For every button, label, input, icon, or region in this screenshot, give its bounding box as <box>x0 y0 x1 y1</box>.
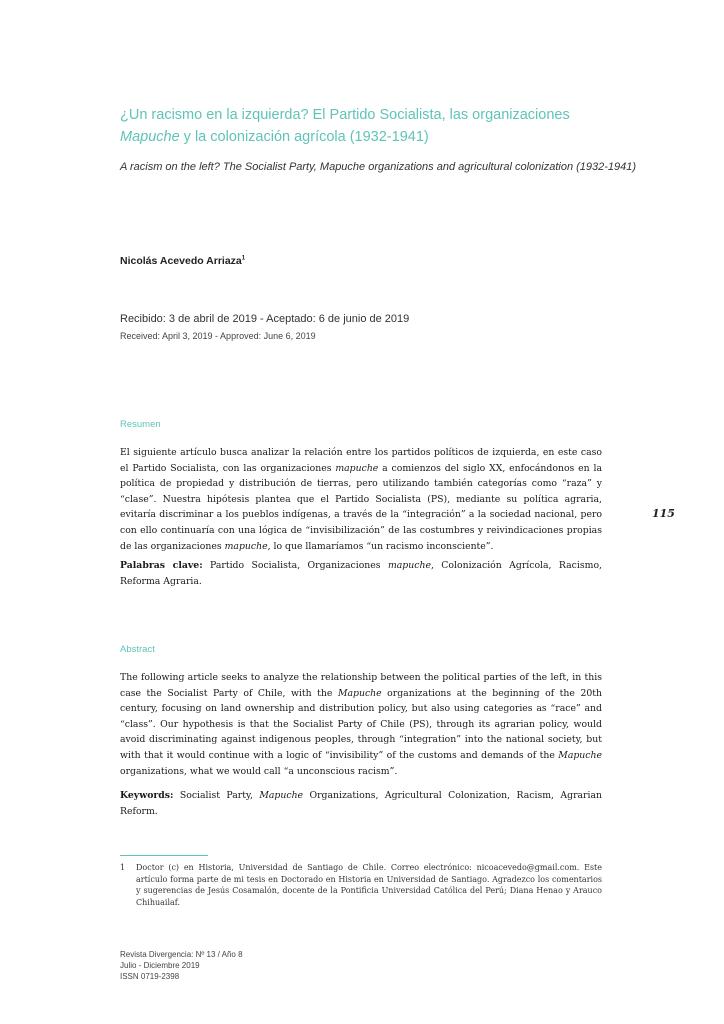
author-footnote-ref[interactable]: 1 <box>241 255 246 262</box>
resumen-italic-1: mapuche <box>335 462 379 474</box>
palabras-clave <box>120 558 602 589</box>
journal-name: Revista Divergencia: Nº 13 / Año 8 <box>120 950 243 959</box>
article-title <box>120 104 620 148</box>
author-name: Nicolás Acevedo Arriaza <box>120 255 242 267</box>
abstract-text-1: The following article seeks to analyze the relationship between the political parties of the left, in this case the Socialist Party of Chile, with the <box>120 672 602 699</box>
abstract-heading: Abstract <box>120 644 155 655</box>
resumen-heading: Resumen <box>120 419 161 430</box>
keywords-text-1: Socialist Party, <box>173 790 260 801</box>
resumen-paragraph <box>120 445 602 554</box>
abstract-italic-2: Mapuche <box>558 749 602 761</box>
title-line-2-rest: y la colonización agrícola (1932-1941) <box>179 129 429 145</box>
title-line-2 <box>120 126 620 148</box>
abstract-text-3: organizations, what we would call “a unconscious racism”. <box>120 765 398 777</box>
resumen-text-1: El siguiente artículo busca analizar la relación entre los partidos políticos de izquierda, en este caso el Partido Socialista, con las organizaciones <box>120 447 602 474</box>
resumen-text-2: a comienzos del siglo XX, enfocándonos en la política de propiedad y distribución de tierras, pero utilizando también categorías como “raza” y “clase”. Nuestra hipótesis plantea que el Partido Socialista (PS), mediante su política agraria, evitaría discriminar a los pueblos indígenas, a través de la “integración” a la sociedad nacional, pero con ello continuaría con una lógica de “invisibilización” de las costumbres y reivindicaciones propias de las organizaciones <box>120 462 603 552</box>
received-date-en: Received: April 3, 2019 - Approved: June 6, 2019 <box>120 331 316 341</box>
journal-period: Julio - Diciembre 2019 <box>120 961 200 970</box>
author <box>120 255 245 267</box>
journal-info <box>120 949 243 982</box>
abstract-italic-1: Mapuche <box>337 687 382 699</box>
footnote <box>120 862 602 908</box>
abstract-text-2: organizations at the beginning of the 20th century, focusing on land ownership and distribution policy, but also using categories as “race” and “class”. Our hypothesis is that the Socialist Party of Chile (PS), through its agrarian policy, would avoid discriminating against indigenous peoples, through “integration” into the national society, but with that it would continue with a logic of “invisibility” of the customs and demands of the <box>120 687 602 761</box>
keywords <box>120 788 602 819</box>
palabras-clave-text-1: Partido Socialista, Organizaciones <box>202 560 388 571</box>
resumen-text-3: , lo que llamaríamos “un racismo inconsciente”. <box>267 540 494 552</box>
keywords-italic: Mapuche <box>259 790 304 801</box>
received-date-es: Recibido: 3 de abril de 2019 - Aceptado: 6 de junio de 2019 <box>120 313 410 325</box>
palabras-clave-label: Palabras clave: <box>120 560 203 571</box>
palabras-clave-italic: mapuche <box>387 560 431 571</box>
abstract-paragraph <box>120 670 602 779</box>
article-subtitle-english: A racism on the left? The Socialist Party, Mapuche organizations and agricultural colonization (1932-1941) <box>120 161 637 173</box>
title-italic-word: Mapuche <box>120 129 180 145</box>
palabras-clave-text-2: , Colonización Agrícola, Racismo, Reforma Agraria. <box>120 560 602 587</box>
resumen-italic-2: mapuche <box>224 540 268 552</box>
keywords-label: Keywords: <box>120 790 174 801</box>
journal-issn: ISSN 0719-2398 <box>120 972 180 981</box>
page-number: 115 <box>652 507 675 520</box>
footnote-number: 1 <box>120 863 126 872</box>
footnote-divider <box>120 855 208 856</box>
keywords-text-2: Organizations, Agricultural Colonization, Racism, Agrarian Reform. <box>120 790 603 817</box>
footnote-text: Doctor (c) en Historia, Universidad de Santiago de Chile. Correo electrónico: nicoacevedo@gmail.com. Este artículo forma parte de mi tesis en Doctorado en Historia en Universidad de Santiago. Agradezco los comentarios y sugerencias de Jesús Cosamalón, docente de la Pontificia Universidad Católica del Perú; Diana Henao y Arauco Chihuailaf. <box>136 863 602 907</box>
title-line-1: ¿Un racismo en la izquierda? El Partido Socialista, las organizaciones <box>120 107 570 123</box>
